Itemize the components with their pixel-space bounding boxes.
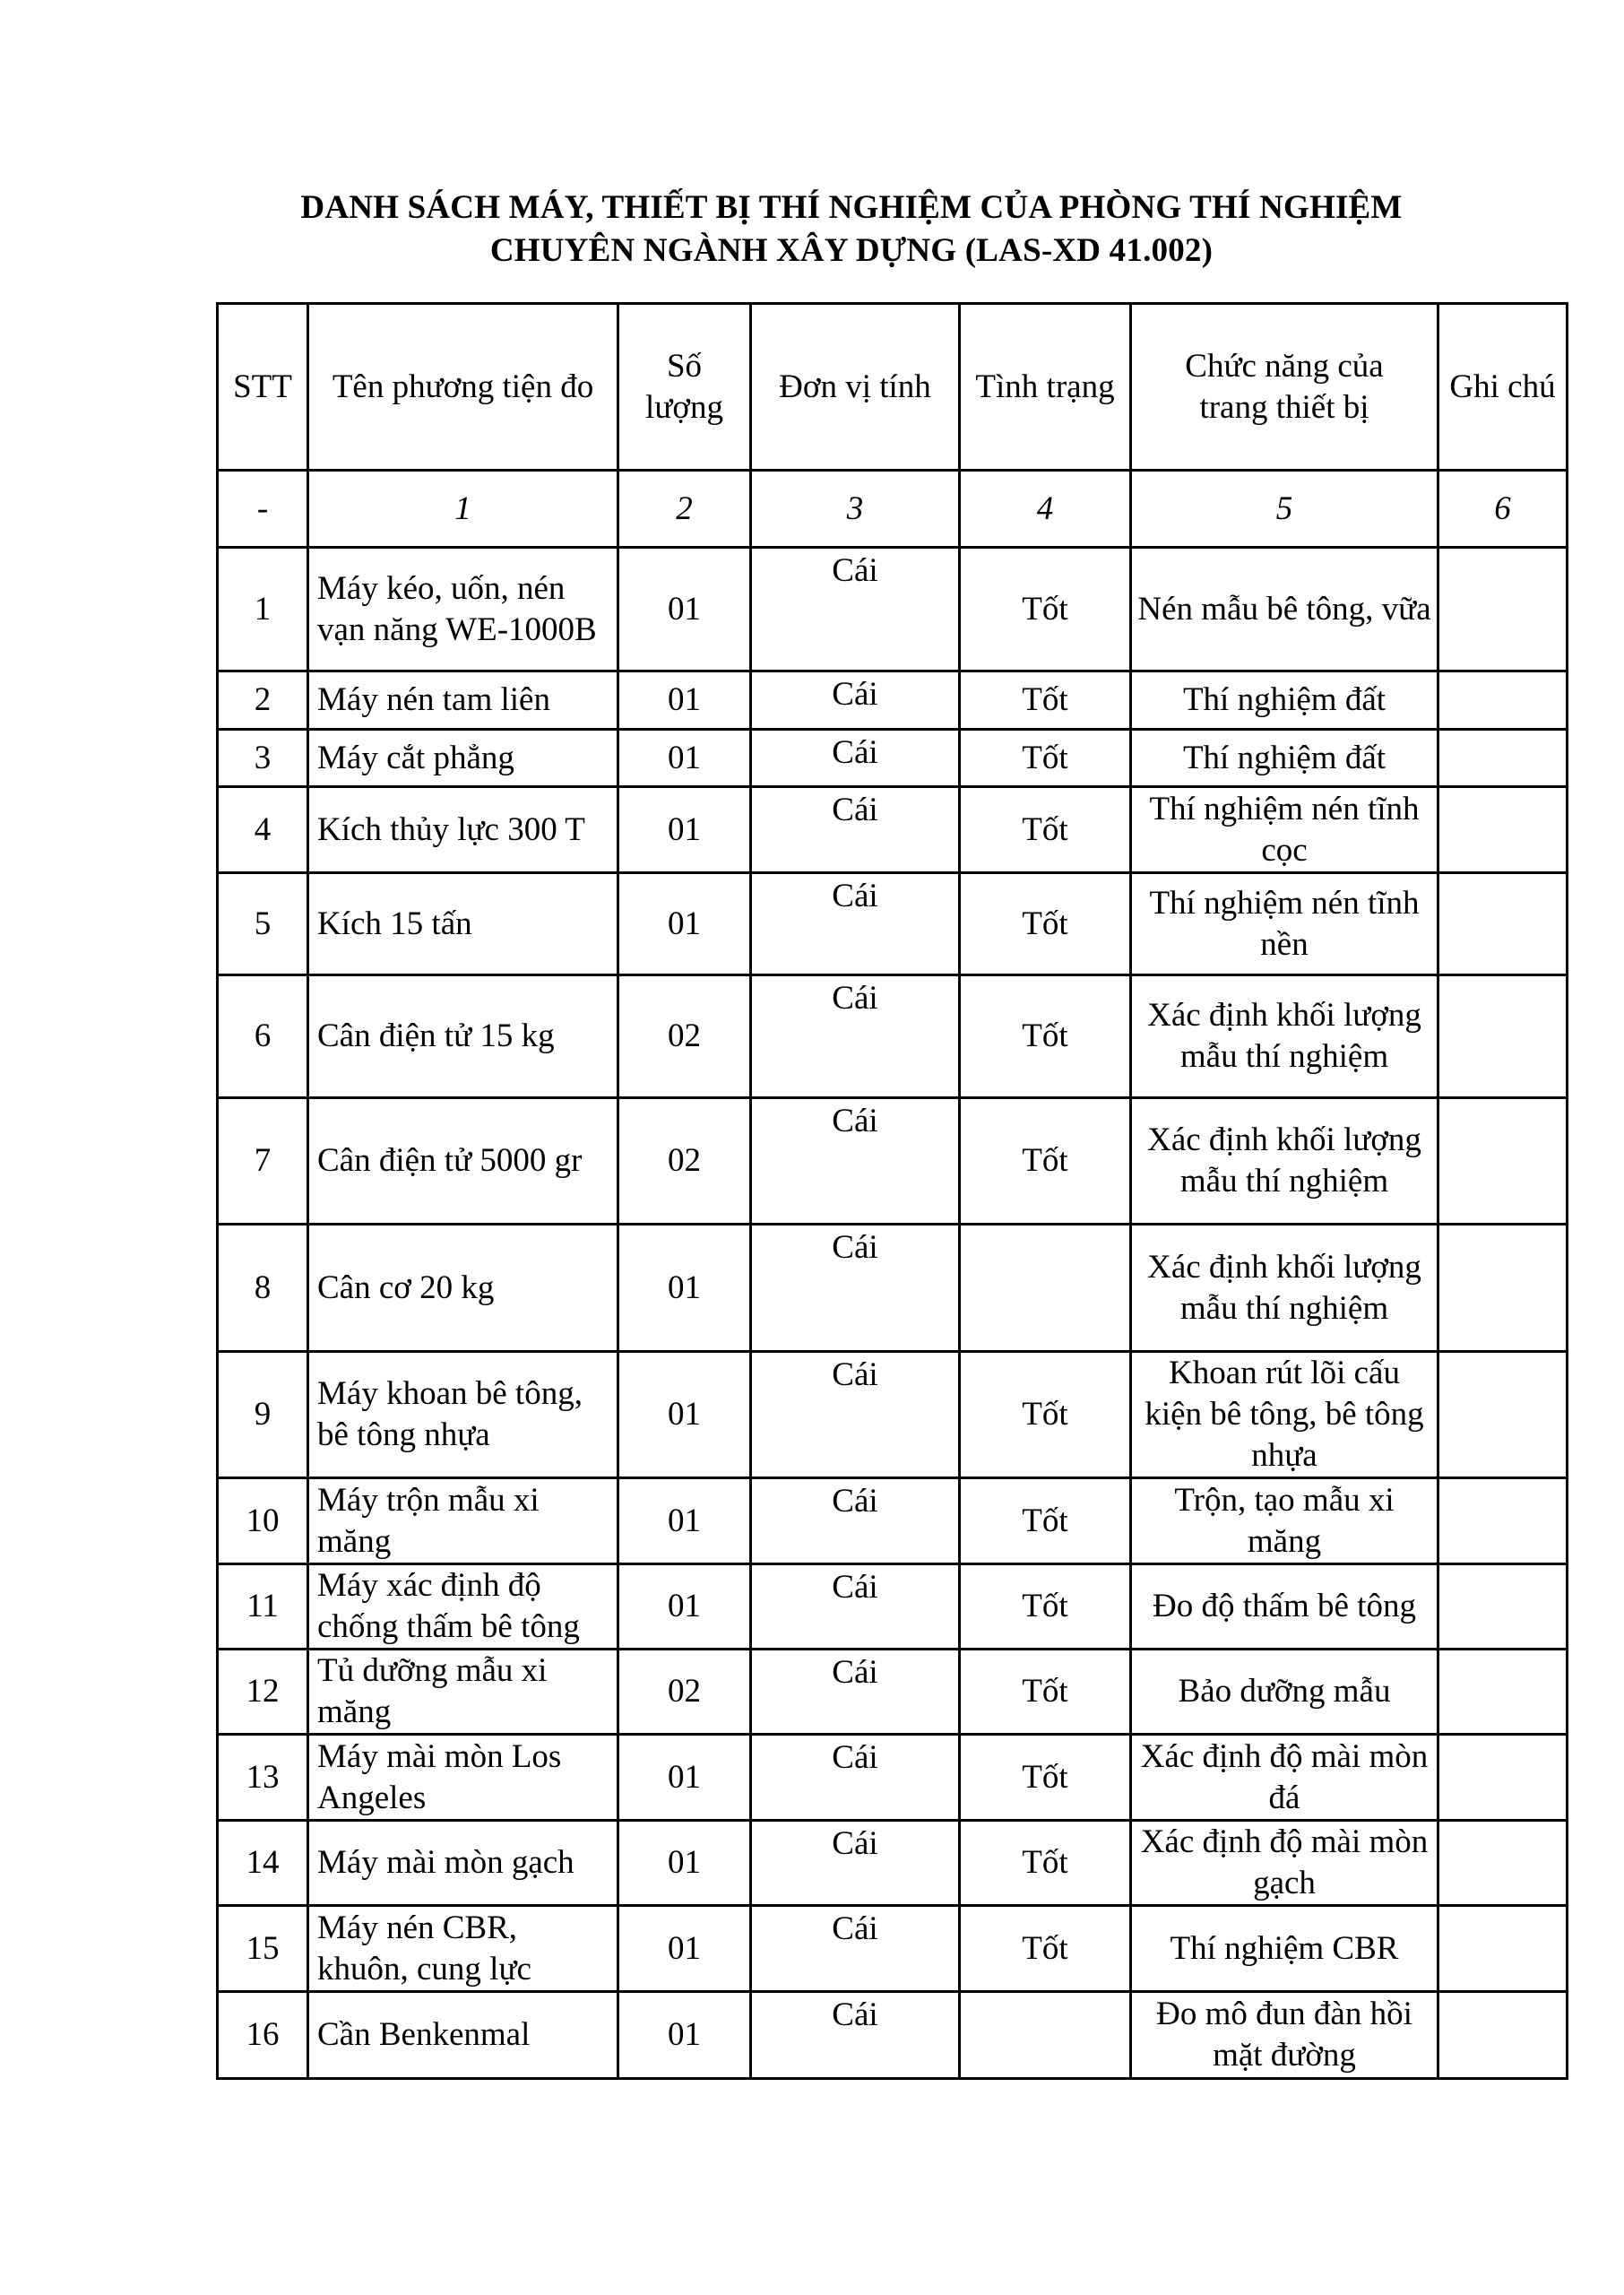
- table-row: [218, 1352, 1568, 1478]
- cell-name: Kích thủy lực 300 T: [308, 787, 618, 873]
- cell-stt: 5: [218, 873, 308, 975]
- cell-status: [960, 1992, 1131, 2079]
- colnum-stt: -: [218, 471, 308, 548]
- colnum-status: 4: [960, 471, 1131, 548]
- cell-note: [1438, 730, 1568, 787]
- cell-name: Kích 15 tấn: [308, 873, 618, 975]
- cell-function: Trộn, tạo mẫu xi măng: [1131, 1478, 1438, 1564]
- table-row: [218, 787, 1568, 873]
- cell-stt: 14: [218, 1821, 308, 1906]
- document-title: [0, 186, 1624, 273]
- cell-status: Tốt: [960, 1906, 1131, 1992]
- cell-stt: 10: [218, 1478, 308, 1564]
- cell-name: Cân điện tử 15 kg: [308, 975, 618, 1098]
- cell-name: Máy trộn mẫu xi măng: [308, 1478, 618, 1564]
- header-function: Chức năng của trang thiết bị: [1131, 304, 1438, 471]
- cell-function: Bảo dưỡng mẫu: [1131, 1650, 1438, 1735]
- cell-name: Tủ dưỡng mẫu xi măng: [308, 1650, 618, 1735]
- cell-stt: 2: [218, 671, 308, 730]
- cell-function: Xác định khối lượng mẫu thí nghiệm: [1131, 975, 1438, 1098]
- header-row: [218, 304, 1568, 471]
- cell-status: Tốt: [960, 975, 1131, 1098]
- table-row: [218, 1564, 1568, 1650]
- cell-qty: 01: [618, 1478, 751, 1564]
- cell-qty: 01: [618, 1564, 751, 1650]
- cell-name: Máy cắt phẳng: [308, 730, 618, 787]
- cell-note: [1438, 1478, 1568, 1564]
- cell-stt: 11: [218, 1564, 308, 1650]
- cell-function: Xác định khối lượng mẫu thí nghiệm: [1131, 1225, 1438, 1352]
- cell-function: Đo độ thấm bê tông: [1131, 1564, 1438, 1650]
- column-number-row: [218, 471, 1568, 548]
- cell-stt: 15: [218, 1906, 308, 1992]
- cell-unit: Cái: [751, 975, 960, 1098]
- table-row: [218, 1906, 1568, 1992]
- cell-note: [1438, 873, 1568, 975]
- cell-unit: Cái: [751, 730, 960, 787]
- cell-name: Máy mài mòn gạch: [308, 1821, 618, 1906]
- cell-name: Máy xác định độ chống thấm bê tông: [308, 1564, 618, 1650]
- header-qty: Số lượng: [618, 304, 751, 471]
- cell-unit: Cái: [751, 787, 960, 873]
- cell-function: Thí nghiệm đất: [1131, 730, 1438, 787]
- cell-unit: Cái: [751, 1564, 960, 1650]
- cell-note: [1438, 1225, 1568, 1352]
- cell-function: Xác định độ mài mòn đá: [1131, 1735, 1438, 1821]
- header-unit: Đơn vị tính: [751, 304, 960, 471]
- title-line-2: CHUYÊN NGÀNH XÂY DỰNG (LAS-XD 41.002): [489, 232, 1214, 269]
- cell-qty: 02: [618, 975, 751, 1098]
- cell-function: Thí nghiệm CBR: [1131, 1906, 1438, 1992]
- cell-status: Tốt: [960, 787, 1131, 873]
- cell-qty: 02: [618, 1650, 751, 1735]
- colnum-name: 1: [308, 471, 618, 548]
- cell-note: [1438, 975, 1568, 1098]
- cell-unit: Cái: [751, 1225, 960, 1352]
- cell-note: [1438, 1098, 1568, 1225]
- table-row: [218, 1650, 1568, 1735]
- cell-function: Nén mẫu bê tông, vữa: [1131, 548, 1438, 671]
- cell-stt: 6: [218, 975, 308, 1098]
- table-row: [218, 1735, 1568, 1821]
- title-line-1: DANH SÁCH MÁY, THIẾT BỊ THÍ NGHIỆM CỦA PHÒNG THÍ NGHIỆM: [300, 189, 1403, 226]
- header-name: Tên phương tiện đo: [308, 304, 618, 471]
- cell-status: Tốt: [960, 1821, 1131, 1906]
- cell-function: Đo mô đun đàn hồi mặt đường: [1131, 1992, 1438, 2079]
- table-row: [218, 1478, 1568, 1564]
- cell-status: Tốt: [960, 873, 1131, 975]
- cell-unit: Cái: [751, 1906, 960, 1992]
- cell-function: Thí nghiệm nén tĩnh nền: [1131, 873, 1438, 975]
- cell-qty: 01: [618, 1352, 751, 1478]
- cell-note: [1438, 1735, 1568, 1821]
- cell-stt: 9: [218, 1352, 308, 1478]
- cell-function: Thí nghiệm nén tĩnh cọc: [1131, 787, 1438, 873]
- cell-note: [1438, 1906, 1568, 1992]
- cell-qty: 01: [618, 787, 751, 873]
- cell-unit: Cái: [751, 1821, 960, 1906]
- cell-qty: 01: [618, 1906, 751, 1992]
- cell-function: Thí nghiệm đất: [1131, 671, 1438, 730]
- cell-stt: 16: [218, 1992, 308, 2079]
- cell-function: Khoan rút lõi cấu kiện bê tông, bê tông nhựa: [1131, 1352, 1438, 1478]
- table-row: [218, 671, 1568, 730]
- table-row: [218, 548, 1568, 671]
- cell-status: Tốt: [960, 730, 1131, 787]
- cell-note: [1438, 787, 1568, 873]
- cell-name: Máy kéo, uốn, nén vạn năng WE-1000B: [308, 548, 618, 671]
- cell-status: Tốt: [960, 1478, 1131, 1564]
- cell-status: Tốt: [960, 1352, 1131, 1478]
- cell-unit: Cái: [751, 1352, 960, 1478]
- header-status: Tình trạng: [960, 304, 1131, 471]
- cell-stt: 12: [218, 1650, 308, 1735]
- cell-note: [1438, 1821, 1568, 1906]
- cell-name: Máy nén tam liên: [308, 671, 618, 730]
- cell-name: Máy khoan bê tông, bê tông nhựa: [308, 1352, 618, 1478]
- cell-name: Cần Benkenmal: [308, 1992, 618, 2079]
- cell-qty: 01: [618, 1821, 751, 1906]
- table-row: [218, 873, 1568, 975]
- table-row: [218, 1225, 1568, 1352]
- table-row: [218, 1098, 1568, 1225]
- cell-qty: 01: [618, 548, 751, 671]
- header-note: Ghi chú: [1438, 304, 1568, 471]
- table-row: [218, 975, 1568, 1098]
- cell-name: Cân cơ 20 kg: [308, 1225, 618, 1352]
- cell-note: [1438, 1352, 1568, 1478]
- cell-status: Tốt: [960, 1098, 1131, 1225]
- colnum-function: 5: [1131, 471, 1438, 548]
- cell-qty: 01: [618, 1992, 751, 2079]
- cell-unit: Cái: [751, 548, 960, 671]
- cell-qty: 01: [618, 1225, 751, 1352]
- cell-qty: 01: [618, 730, 751, 787]
- cell-note: [1438, 1650, 1568, 1735]
- cell-stt: 7: [218, 1098, 308, 1225]
- header-stt: STT: [218, 304, 308, 471]
- colnum-note: 6: [1438, 471, 1568, 548]
- cell-status: Tốt: [960, 1564, 1131, 1650]
- cell-status: Tốt: [960, 1735, 1131, 1821]
- cell-qty: 01: [618, 1735, 751, 1821]
- cell-note: [1438, 1992, 1568, 2079]
- cell-unit: Cái: [751, 671, 960, 730]
- cell-unit: Cái: [751, 1478, 960, 1564]
- cell-unit: Cái: [751, 1735, 960, 1821]
- cell-note: [1438, 1564, 1568, 1650]
- cell-stt: 1: [218, 548, 308, 671]
- colnum-qty: 2: [618, 471, 751, 548]
- cell-unit: Cái: [751, 1650, 960, 1735]
- cell-stt: 13: [218, 1735, 308, 1821]
- cell-note: [1438, 548, 1568, 671]
- cell-unit: Cái: [751, 873, 960, 975]
- cell-name: Cân điện tử 5000 gr: [308, 1098, 618, 1225]
- cell-qty: 01: [618, 671, 751, 730]
- cell-unit: Cái: [751, 1098, 960, 1225]
- cell-stt: 4: [218, 787, 308, 873]
- cell-name: Máy mài mòn Los Angeles: [308, 1735, 618, 1821]
- colnum-unit: 3: [751, 471, 960, 548]
- cell-qty: 01: [618, 873, 751, 975]
- cell-unit: Cái: [751, 1992, 960, 2079]
- table-row: [218, 730, 1568, 787]
- cell-note: [1438, 671, 1568, 730]
- cell-status: Tốt: [960, 671, 1131, 730]
- cell-status: Tốt: [960, 1650, 1131, 1735]
- table-row: [218, 1992, 1568, 2079]
- cell-status: [960, 1225, 1131, 1352]
- cell-function: Xác định độ mài mòn gạch: [1131, 1821, 1438, 1906]
- cell-function: Xác định khối lượng mẫu thí nghiệm: [1131, 1098, 1438, 1225]
- cell-qty: 02: [618, 1098, 751, 1225]
- table-row: [218, 1821, 1568, 1906]
- cell-stt: 3: [218, 730, 308, 787]
- cell-name: Máy nén CBR, khuôn, cung lực: [308, 1906, 618, 1992]
- cell-stt: 8: [218, 1225, 308, 1352]
- cell-status: Tốt: [960, 548, 1131, 671]
- equipment-table: [216, 302, 1568, 2080]
- table-body: [218, 304, 1568, 2079]
